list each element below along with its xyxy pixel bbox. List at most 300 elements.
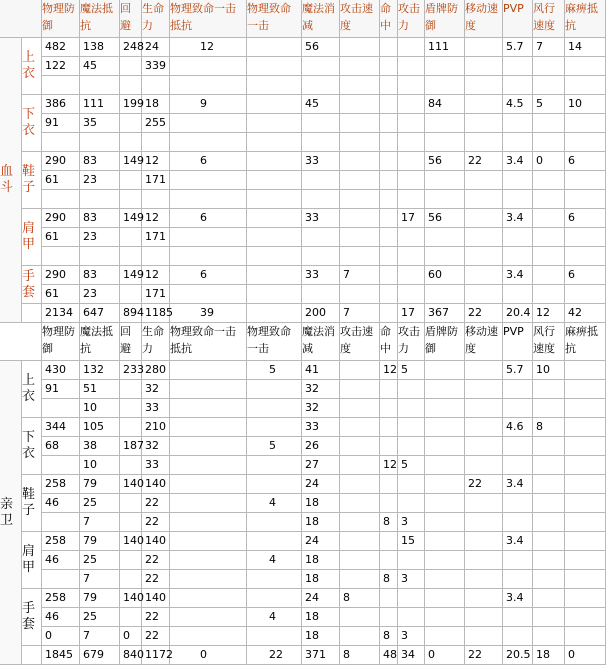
value-cell: 27 [302, 456, 340, 475]
value-cell: 25 [80, 494, 120, 513]
value-cell [533, 380, 565, 399]
value-cell [380, 152, 398, 171]
value-cell [340, 608, 380, 627]
item-label: 肩甲 [22, 532, 42, 589]
column-header: 魔法抵抗 [80, 0, 120, 38]
value-cell [247, 228, 302, 247]
value-cell [533, 532, 565, 551]
value-cell [170, 190, 247, 209]
column-header: 攻击力 [398, 323, 425, 361]
value-cell [340, 57, 380, 76]
value-cell [565, 76, 606, 95]
value-cell: 18 [302, 494, 340, 513]
value-cell: 18 [302, 570, 340, 589]
value-cell: 140 [142, 475, 170, 494]
column-header: 物理致命一击 [247, 323, 302, 361]
value-cell [340, 380, 380, 399]
total-cell: 1185 [142, 304, 170, 323]
value-cell: 3.4 [503, 589, 533, 608]
value-cell: 111 [80, 95, 120, 114]
value-cell: 7 [340, 266, 380, 285]
value-cell: 5 [247, 361, 302, 380]
value-cell [565, 190, 606, 209]
value-cell: 3.4 [503, 266, 533, 285]
value-cell [340, 361, 380, 380]
value-cell [380, 95, 398, 114]
value-cell [340, 418, 380, 437]
column-header: 物理防御 [42, 323, 80, 361]
value-cell [247, 399, 302, 418]
value-cell [465, 57, 503, 76]
value-cell: 18 [302, 608, 340, 627]
value-cell [503, 171, 533, 190]
value-cell [340, 551, 380, 570]
value-cell: 38 [80, 437, 120, 456]
value-cell [170, 532, 247, 551]
value-cell: 46 [42, 608, 80, 627]
value-cell [398, 57, 425, 76]
value-cell: 290 [42, 152, 80, 171]
value-cell [565, 627, 606, 646]
value-cell [425, 399, 465, 418]
value-cell [42, 133, 80, 152]
total-cell: 894 [120, 304, 142, 323]
total-cell: 647 [80, 304, 120, 323]
value-cell: 79 [80, 589, 120, 608]
value-cell [425, 494, 465, 513]
value-cell [120, 76, 142, 95]
value-cell [425, 627, 465, 646]
value-cell: 32 [142, 380, 170, 399]
value-cell: 12 [380, 456, 398, 475]
value-cell: 33 [142, 399, 170, 418]
value-cell [247, 589, 302, 608]
value-cell [503, 399, 533, 418]
value-cell [302, 133, 340, 152]
value-cell [425, 114, 465, 133]
value-cell [503, 228, 533, 247]
value-cell [533, 513, 565, 532]
value-cell: 91 [42, 114, 80, 133]
value-cell: 41 [302, 361, 340, 380]
value-cell: 171 [142, 171, 170, 190]
value-cell: 83 [80, 152, 120, 171]
value-cell [465, 95, 503, 114]
value-cell: 79 [80, 475, 120, 494]
value-cell [170, 589, 247, 608]
value-cell [565, 456, 606, 475]
value-cell [170, 380, 247, 399]
value-cell: 23 [80, 285, 120, 304]
value-cell [340, 76, 380, 95]
column-header: 生命力 [142, 0, 170, 38]
value-cell [565, 551, 606, 570]
item-label: 鞋子 [22, 475, 42, 532]
value-cell [565, 418, 606, 437]
value-cell [565, 114, 606, 133]
value-cell [533, 589, 565, 608]
value-cell [380, 285, 398, 304]
value-cell: 430 [42, 361, 80, 380]
value-cell [425, 513, 465, 532]
value-cell: 9 [170, 95, 247, 114]
value-cell [533, 456, 565, 475]
value-cell [170, 570, 247, 589]
value-cell [533, 399, 565, 418]
value-cell [465, 608, 503, 627]
column-header: 物理防御 [42, 0, 80, 38]
value-cell [380, 418, 398, 437]
item-label: 肩甲 [22, 209, 42, 266]
value-cell [398, 38, 425, 57]
value-cell [380, 76, 398, 95]
total-cell: 0 [170, 646, 247, 665]
value-cell [142, 190, 170, 209]
total-label [22, 646, 42, 665]
value-cell [247, 171, 302, 190]
value-cell [533, 608, 565, 627]
total-cell: 8 [340, 646, 380, 665]
value-cell [380, 171, 398, 190]
value-cell: 61 [42, 228, 80, 247]
column-header: 风行速度 [533, 0, 565, 38]
value-cell: 7 [80, 570, 120, 589]
value-cell: 46 [42, 494, 80, 513]
value-cell: 84 [425, 95, 465, 114]
value-cell [380, 57, 398, 76]
value-cell [247, 266, 302, 285]
value-cell: 61 [42, 285, 80, 304]
value-cell [533, 57, 565, 76]
value-cell [398, 114, 425, 133]
value-cell: 111 [425, 38, 465, 57]
value-cell [533, 570, 565, 589]
value-cell: 24 [302, 589, 340, 608]
value-cell [565, 228, 606, 247]
value-cell: 5 [247, 437, 302, 456]
value-cell [533, 228, 565, 247]
value-cell [170, 361, 247, 380]
value-cell [170, 418, 247, 437]
value-cell [425, 475, 465, 494]
value-cell: 171 [142, 228, 170, 247]
value-cell [340, 171, 380, 190]
value-cell: 22 [142, 494, 170, 513]
value-cell: 6 [565, 152, 606, 171]
value-cell [503, 456, 533, 475]
value-cell [380, 437, 398, 456]
value-cell [398, 171, 425, 190]
value-cell [80, 247, 120, 266]
value-cell [565, 380, 606, 399]
header-corner [0, 323, 42, 361]
value-cell [247, 513, 302, 532]
value-cell: 258 [42, 532, 80, 551]
column-header: 命中 [380, 323, 398, 361]
total-cell: 1845 [42, 646, 80, 665]
value-cell [170, 114, 247, 133]
value-cell: 22 [142, 551, 170, 570]
value-cell [465, 171, 503, 190]
value-cell: 32 [302, 399, 340, 418]
value-cell [340, 95, 380, 114]
item-label: 下衣 [22, 418, 42, 475]
value-cell: 149 [120, 209, 142, 228]
value-cell [398, 475, 425, 494]
value-cell [465, 133, 503, 152]
value-cell [247, 570, 302, 589]
value-cell: 4 [247, 551, 302, 570]
value-cell [398, 190, 425, 209]
value-cell [247, 456, 302, 475]
value-cell [503, 437, 533, 456]
value-cell [247, 532, 302, 551]
value-cell [120, 418, 142, 437]
value-cell [565, 475, 606, 494]
column-header: 麻痹抵抗 [565, 323, 606, 361]
value-cell [247, 38, 302, 57]
value-cell [398, 285, 425, 304]
value-cell [340, 399, 380, 418]
value-cell: 280 [142, 361, 170, 380]
item-label: 手套 [22, 266, 42, 304]
value-cell [565, 133, 606, 152]
value-cell [465, 570, 503, 589]
value-cell [170, 627, 247, 646]
header-corner [0, 0, 42, 38]
value-cell: 32 [302, 380, 340, 399]
value-cell: 33 [142, 456, 170, 475]
value-cell [170, 437, 247, 456]
column-header: 盾牌防御 [425, 323, 465, 361]
value-cell [465, 114, 503, 133]
total-cell: 2134 [42, 304, 80, 323]
value-cell [340, 475, 380, 494]
value-cell [380, 589, 398, 608]
value-cell [533, 209, 565, 228]
value-cell: 4.6 [503, 418, 533, 437]
value-cell: 14 [565, 38, 606, 57]
value-cell: 46 [42, 551, 80, 570]
value-cell [80, 76, 120, 95]
value-cell: 8 [340, 589, 380, 608]
value-cell: 22 [465, 475, 503, 494]
value-cell: 18 [302, 627, 340, 646]
value-cell [465, 361, 503, 380]
value-cell: 140 [142, 589, 170, 608]
column-header: 生命力 [142, 323, 170, 361]
value-cell [465, 247, 503, 266]
value-cell: 140 [120, 532, 142, 551]
value-cell: 248 [120, 38, 142, 57]
value-cell [425, 57, 465, 76]
value-cell [565, 589, 606, 608]
value-cell: 233 [120, 361, 142, 380]
value-cell [465, 38, 503, 57]
group-label: 亲卫 [0, 361, 22, 665]
value-cell [425, 532, 465, 551]
value-cell [425, 228, 465, 247]
total-cell: 1172 [142, 646, 170, 665]
value-cell [380, 475, 398, 494]
value-cell [503, 133, 533, 152]
value-cell [340, 627, 380, 646]
value-cell [247, 95, 302, 114]
column-header: 攻击力 [398, 0, 425, 38]
value-cell [425, 380, 465, 399]
value-cell [425, 76, 465, 95]
value-cell: 22 [142, 627, 170, 646]
value-cell: 22 [142, 513, 170, 532]
value-cell [170, 171, 247, 190]
value-cell: 4.5 [503, 95, 533, 114]
value-cell: 5 [398, 456, 425, 475]
value-cell [465, 266, 503, 285]
value-cell [120, 57, 142, 76]
value-cell: 60 [425, 266, 465, 285]
value-cell [380, 551, 398, 570]
value-cell [533, 494, 565, 513]
value-cell: 3.4 [503, 152, 533, 171]
value-cell [247, 190, 302, 209]
total-cell: 20.5 [503, 646, 533, 665]
value-cell [425, 247, 465, 266]
value-cell: 210 [142, 418, 170, 437]
value-cell: 5.7 [503, 38, 533, 57]
value-cell: 3 [398, 570, 425, 589]
value-cell [247, 247, 302, 266]
value-cell [503, 608, 533, 627]
total-cell: 20.4 [503, 304, 533, 323]
column-header: 命中 [380, 0, 398, 38]
value-cell [398, 399, 425, 418]
value-cell [465, 399, 503, 418]
value-cell: 12 [380, 361, 398, 380]
value-cell [302, 57, 340, 76]
value-cell [42, 456, 80, 475]
value-cell [120, 171, 142, 190]
value-cell [465, 627, 503, 646]
column-header: 麻痹抵抗 [565, 0, 606, 38]
column-header: 回避 [120, 0, 142, 38]
value-cell [170, 133, 247, 152]
value-cell [465, 76, 503, 95]
value-cell [380, 247, 398, 266]
value-cell: 51 [80, 380, 120, 399]
value-cell [380, 608, 398, 627]
value-cell [503, 380, 533, 399]
total-cell: 22 [465, 304, 503, 323]
value-cell [247, 133, 302, 152]
value-cell: 132 [80, 361, 120, 380]
total-cell: 0 [565, 646, 606, 665]
value-cell [503, 247, 533, 266]
value-cell [340, 114, 380, 133]
value-cell: 5 [533, 95, 565, 114]
value-cell [533, 76, 565, 95]
value-cell: 12 [142, 266, 170, 285]
value-cell: 18 [142, 95, 170, 114]
value-cell [465, 551, 503, 570]
value-cell: 25 [80, 608, 120, 627]
column-header: 物理致命一击抵抗 [170, 323, 247, 361]
value-cell [247, 418, 302, 437]
value-cell: 149 [120, 152, 142, 171]
value-cell: 4 [247, 608, 302, 627]
value-cell [302, 114, 340, 133]
value-cell [247, 57, 302, 76]
value-cell: 7 [533, 38, 565, 57]
value-cell [247, 209, 302, 228]
value-cell: 32 [142, 437, 170, 456]
value-cell [340, 513, 380, 532]
value-cell [42, 513, 80, 532]
value-cell [170, 513, 247, 532]
total-label [22, 304, 42, 323]
column-header: 魔法消减 [302, 0, 340, 38]
column-header: 物理致命一击 [247, 0, 302, 38]
value-cell [565, 513, 606, 532]
value-cell: 0 [120, 627, 142, 646]
item-label: 上衣 [22, 361, 42, 418]
value-cell [120, 494, 142, 513]
value-cell [42, 399, 80, 418]
value-cell [533, 475, 565, 494]
total-cell: 18 [533, 646, 565, 665]
value-cell [380, 380, 398, 399]
value-cell [120, 247, 142, 266]
total-cell: 7 [340, 304, 380, 323]
item-label: 上衣 [22, 38, 42, 95]
value-cell: 5.7 [503, 361, 533, 380]
value-cell: 56 [425, 152, 465, 171]
value-cell: 25 [80, 551, 120, 570]
value-cell: 79 [80, 532, 120, 551]
value-cell: 3 [398, 513, 425, 532]
value-cell [503, 570, 533, 589]
value-cell [340, 494, 380, 513]
value-cell [465, 285, 503, 304]
value-cell: 56 [425, 209, 465, 228]
total-cell [380, 304, 398, 323]
value-cell: 22 [465, 152, 503, 171]
column-header: 盾牌防御 [425, 0, 465, 38]
value-cell [42, 76, 80, 95]
value-cell [398, 608, 425, 627]
value-cell [302, 247, 340, 266]
value-cell [80, 133, 120, 152]
group-label: 血斗 [0, 38, 22, 323]
value-cell [465, 589, 503, 608]
value-cell [503, 285, 533, 304]
value-cell: 18 [302, 513, 340, 532]
total-cell: 17 [398, 304, 425, 323]
value-cell: 83 [80, 209, 120, 228]
value-cell: 23 [80, 228, 120, 247]
value-cell [425, 551, 465, 570]
value-cell [565, 247, 606, 266]
value-cell [398, 380, 425, 399]
total-cell: 39 [170, 304, 247, 323]
value-cell [340, 133, 380, 152]
value-cell: 68 [42, 437, 80, 456]
value-cell [565, 494, 606, 513]
value-cell [170, 247, 247, 266]
value-cell [425, 190, 465, 209]
value-cell [465, 513, 503, 532]
value-cell [340, 209, 380, 228]
total-cell: 48 [380, 646, 398, 665]
